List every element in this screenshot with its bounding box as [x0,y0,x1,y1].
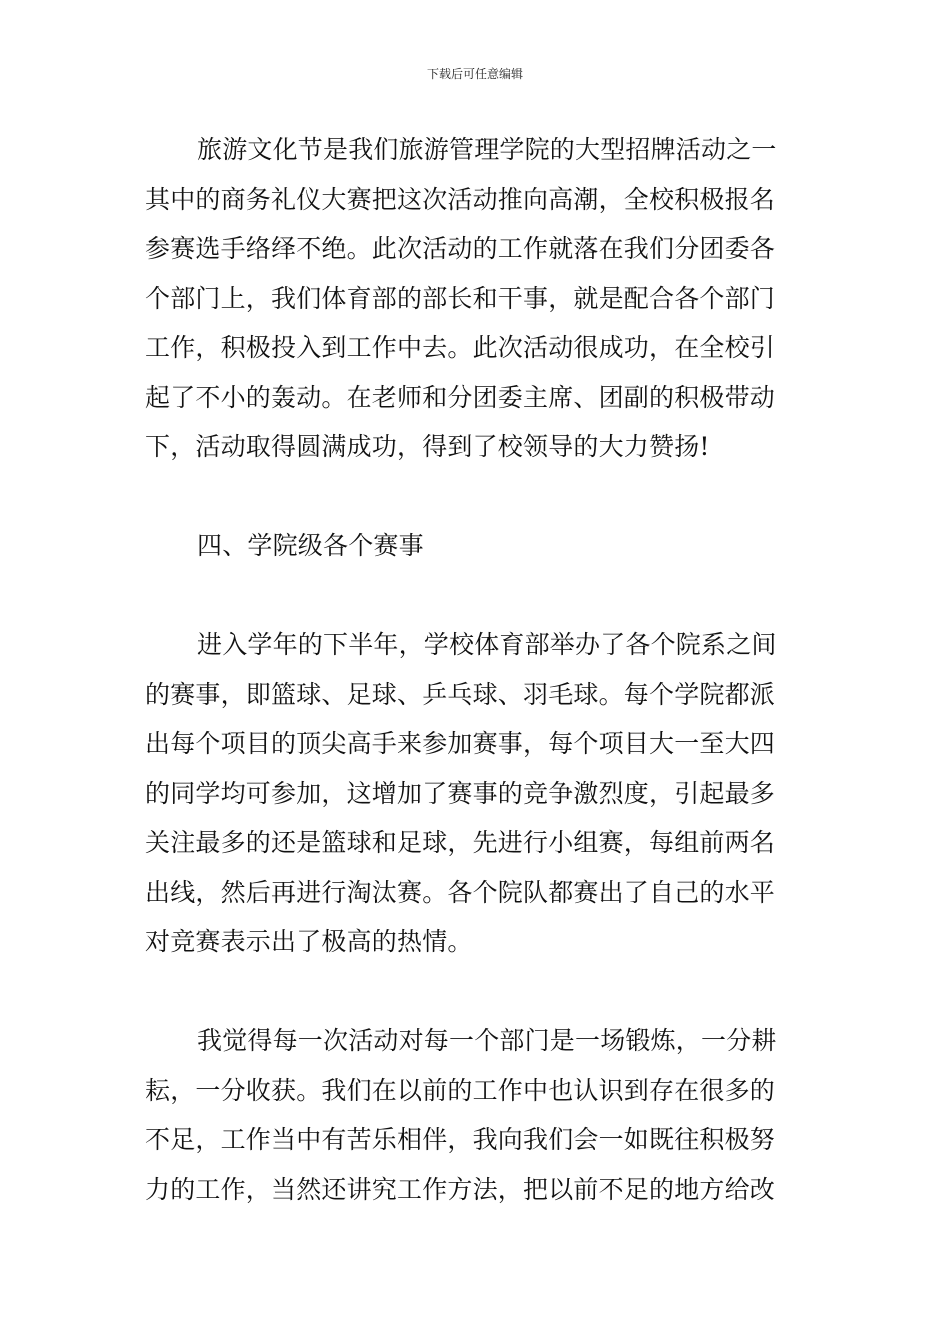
paragraph-reflection [145,1016,805,1214]
paragraph-line: 不足，工作当中有苦乐相伴，我向我们会一如既往积极努 [145,1125,776,1154]
paragraph-line: 下，活动取得圆满成功，得到了校领导的大力赞扬! [145,432,710,461]
paragraph-line: 旅游文化节是我们旅游管理学院的大型招牌活动之一 [197,135,777,164]
paragraph-line: 个部门上，我们体育部的部长和干事，就是配合各个部门 [145,283,776,313]
paragraph-line: 力的工作，当然还讲究工作方法，把以前不足的地方给改 [145,1174,776,1204]
paragraph-festival [145,125,805,472]
section-heading-text: 四、学院级各个赛事 [197,531,424,560]
paragraph-line: 的赛事，即篮球、足球、乒乓球、羽毛球。每个学院都派 [145,679,776,709]
paragraph-line: 关注最多的还是篮球和足球，先进行小组赛，每组前两名 [145,828,776,857]
paragraph-line: 参赛选手络绎不绝。此次活动的工作就落在我们分团委各 [145,234,776,263]
document-body [145,125,805,1214]
page-header: 下载后可任意编辑 [426,67,523,81]
paragraph-line: 我觉得每一次活动对每一个部门是一场锻炼，一分耕 [197,1026,777,1055]
section-heading [145,521,805,571]
paragraph-line: 起了不小的轰动。在老师和分团委主席、团副的积极带动 [145,382,776,412]
paragraph-line: 出线，然后再进行淘汰赛。各个院队都赛出了自己的水平 [145,877,776,907]
paragraph-line: 进入学年的下半年，学校体育部举办了各个院系之间 [197,630,777,659]
paragraph-line: 的同学均可参加，这增加了赛事的竞争激烈度，引起最多 [145,778,776,808]
paragraph-line: 工作，积极投入到工作中去。此次活动很成功，在全校引 [145,333,776,362]
paragraph-spacer [145,571,805,621]
paragraph-spacer [145,967,805,1017]
paragraph-line: 出每个项目的顶尖高手来参加赛事，每个项目大一至大四 [145,729,776,758]
paragraph-spacer [145,472,805,522]
paragraph-line: 耘，一分收获。我们在以前的工作中也认识到存在很多的 [145,1075,776,1105]
paragraph-line: 其中的商务礼仪大赛把这次活动推向高潮，全校积极报名 [145,184,776,214]
paragraph-line: 对竞赛表示出了极高的热情。 [145,927,473,956]
paragraph-competitions [145,620,805,967]
